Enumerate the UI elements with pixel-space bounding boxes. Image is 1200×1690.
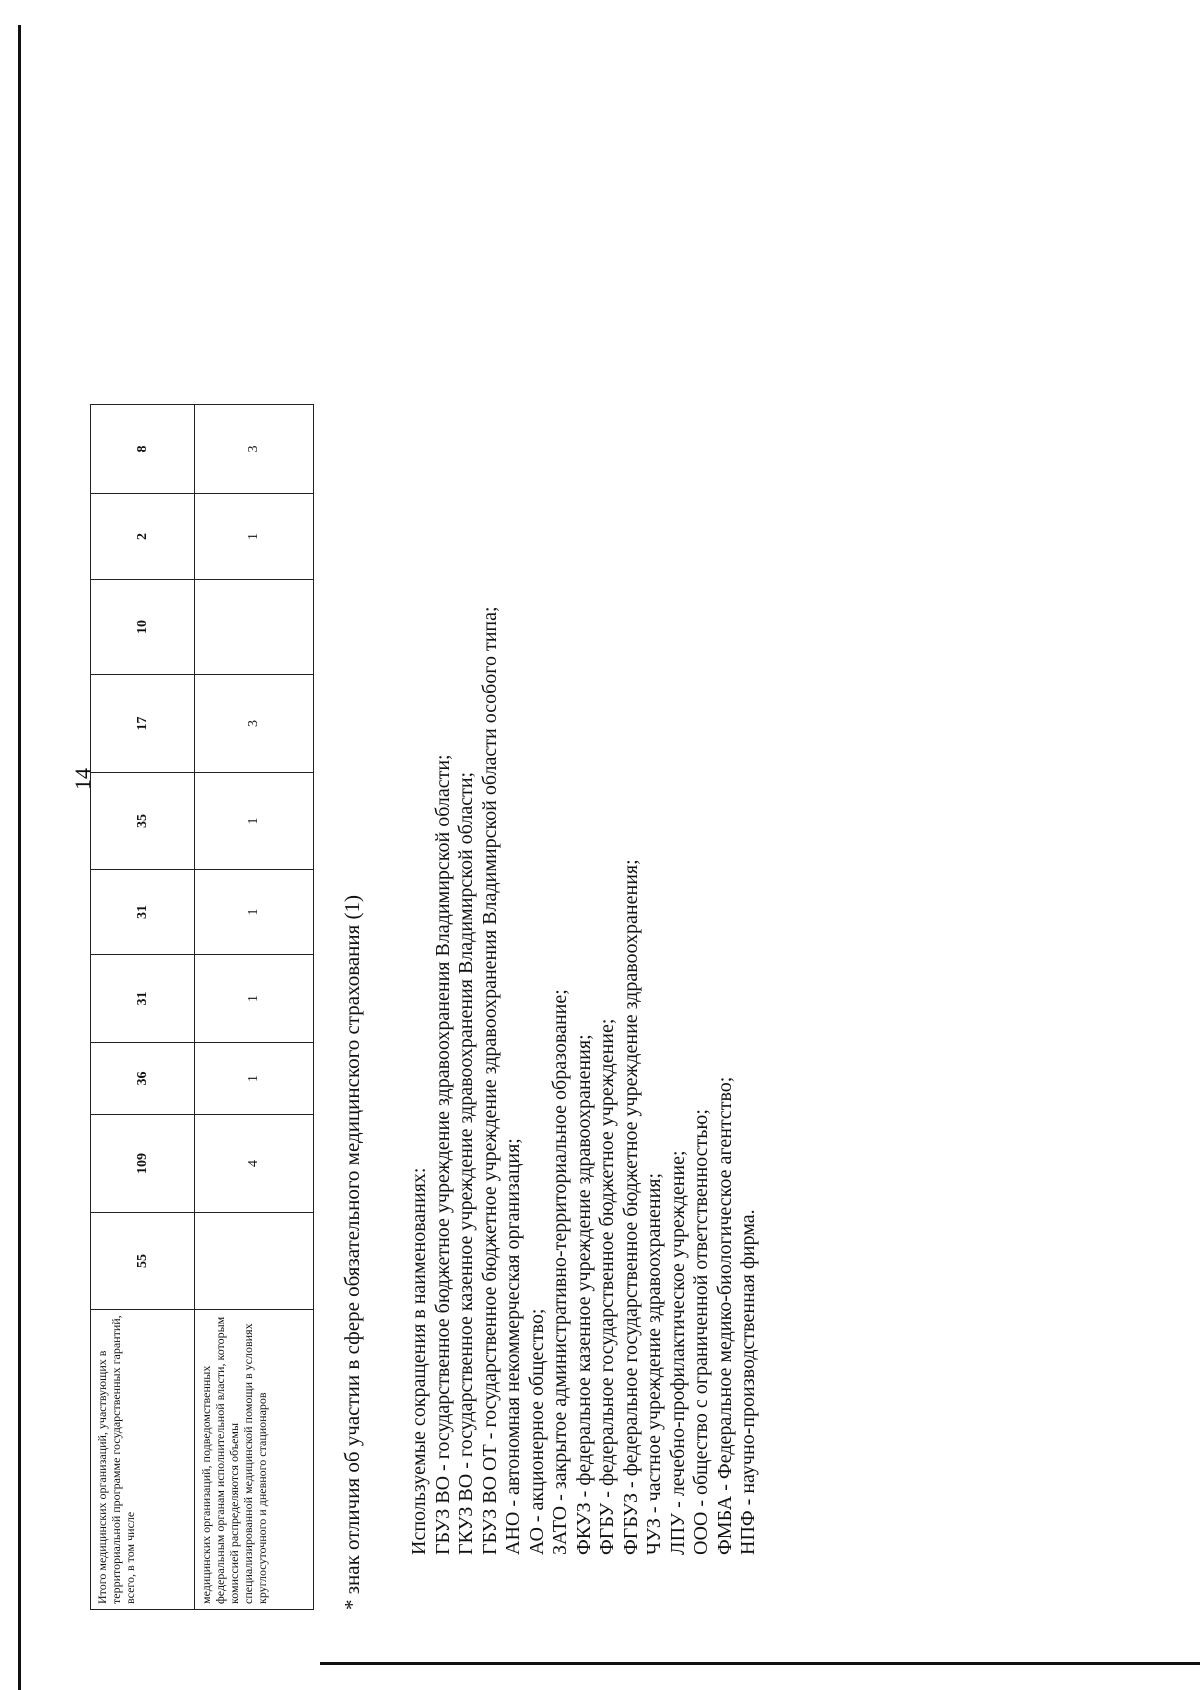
list-item: ЛПУ - лечебно-профилактическое учреждение; bbox=[666, 1150, 689, 1555]
list-item: ООО - общество с ограниченной ответственностью; bbox=[690, 1109, 712, 1555]
list-item: ФГБУ - федеральное государственное бюджетное учреждение; bbox=[596, 1018, 618, 1555]
page-number: 14 bbox=[70, 768, 95, 790]
table-cell: 35 bbox=[91, 773, 195, 870]
table-row bbox=[195, 405, 314, 1610]
table-cell: 3 bbox=[195, 675, 314, 773]
table-cell: 8 bbox=[91, 405, 195, 494]
table-cell: 3 bbox=[195, 405, 314, 494]
table-cell: 1 bbox=[195, 773, 314, 870]
list-item: ГБУЗ ВО - государственное бюджетное учреждение здравоохранения Владимирской области; bbox=[431, 754, 454, 1555]
list-item: ЗАТО - закрытое административно-территориальное образование; bbox=[549, 989, 571, 1555]
row-label: медицинских организаций, подведомственных федеральным органам исполнительной власти, которым комиссией распределяются объемы специализированной медицинской помощи в условиях круглосуточного и дневного стационаров bbox=[195, 1310, 314, 1610]
table-cell bbox=[195, 1213, 314, 1310]
row-label: Итого медицинских организаций, участвующих в территориальной программе государственных гарантий, всего, в том числе bbox=[91, 1310, 195, 1610]
list-item: ФКУЗ - федеральное казенное учреждение здравоохранения; bbox=[572, 1034, 595, 1555]
table-cell: 2 bbox=[91, 494, 195, 580]
table-cell: 1 bbox=[195, 494, 314, 580]
table-cell: 1 bbox=[195, 870, 314, 955]
table-cell: 31 bbox=[91, 870, 195, 955]
rotated-page-content bbox=[70, 0, 1090, 1610]
list-item: ЧУЗ - частное учреждение здравоохранения; bbox=[643, 1172, 665, 1555]
footnote: * знак отличия об участии в сфере обязательного медицинского страхования (1) bbox=[340, 894, 364, 1610]
list-item: ГКУЗ ВО - государственное казенное учреждение здравоохранения Владимирской области; bbox=[455, 771, 477, 1555]
table-cell: 109 bbox=[91, 1115, 195, 1213]
table-cell: 10 bbox=[91, 580, 195, 675]
list-item: АНО - автономная некоммерческая организация; bbox=[502, 1138, 524, 1555]
table-cell: 55 bbox=[91, 1213, 195, 1310]
list-item: АО - акционерное общество; bbox=[525, 1308, 548, 1555]
list-item: НПФ - научно-производственная фирма. bbox=[737, 1209, 759, 1555]
table-row bbox=[91, 405, 195, 1610]
table-cell: 31 bbox=[91, 955, 195, 1043]
abbreviations-list bbox=[408, 606, 761, 1555]
table-cell: 4 bbox=[195, 1115, 314, 1213]
list-item: ФГБУЗ - федеральное государственное бюджетное учреждение здравоохранения; bbox=[619, 859, 642, 1555]
data-table bbox=[90, 404, 314, 1610]
table-cell bbox=[195, 580, 314, 675]
list-item: ГБУЗ ВО ОТ - государственное бюджетное учреждение здравоохранения Владимирской области особого типа; bbox=[478, 606, 501, 1555]
page-bottom-edge bbox=[320, 1662, 1200, 1665]
list-item: ФМБА - Федеральное медико-биологическое агентство; bbox=[713, 1076, 736, 1555]
table-cell: 17 bbox=[91, 675, 195, 773]
table-cell: 36 bbox=[91, 1043, 195, 1115]
abbreviations-title: Используемые сокращения в наименованиях: bbox=[408, 1167, 430, 1555]
page-left-edge bbox=[18, 25, 21, 1690]
table-cell: 1 bbox=[195, 955, 314, 1043]
table-cell: 1 bbox=[195, 1043, 314, 1115]
